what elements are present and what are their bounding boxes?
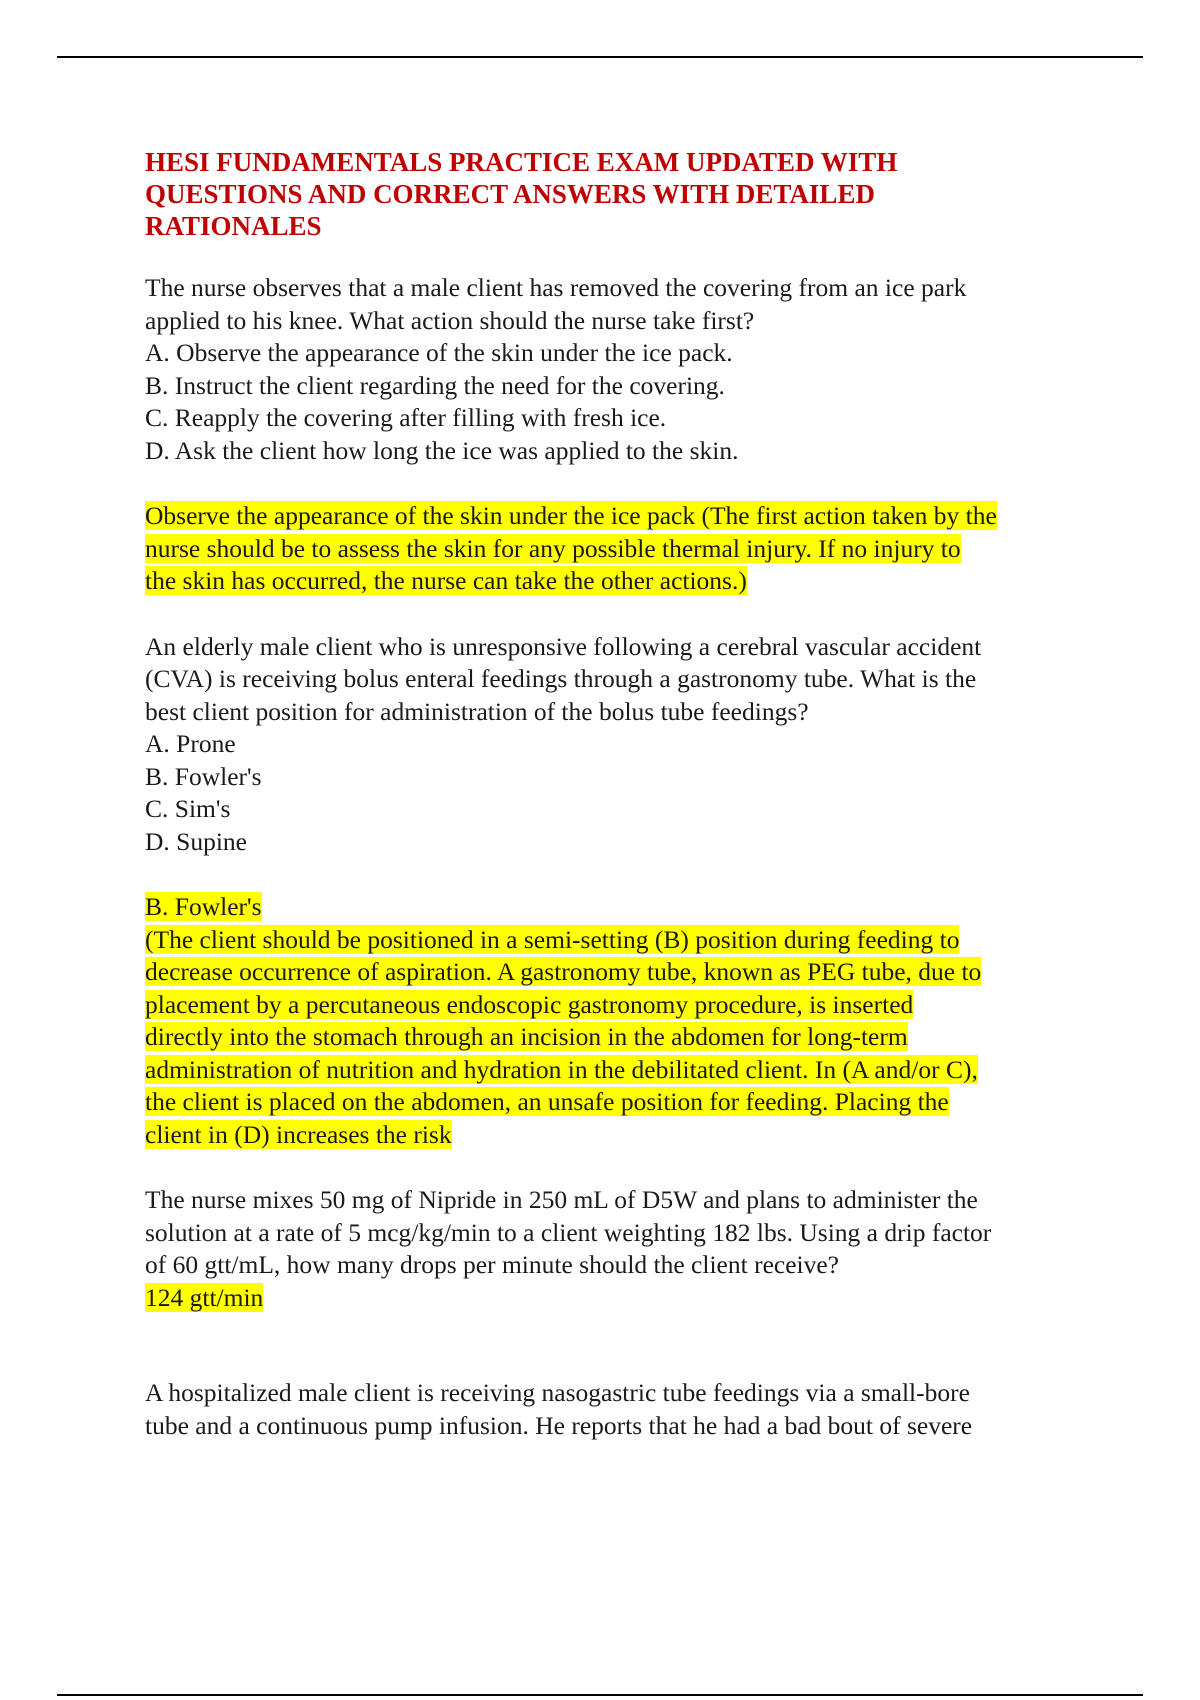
answer-line: the client is placed on the abdomen, an unsafe position for feeding. Placing the bbox=[145, 1087, 949, 1116]
question-stem-line: tube and a continuous pump infusion. He reports that he had a bad bout of severe bbox=[145, 1410, 973, 1440]
option-d: D. Ask the client how long the ice was applied to the skin. bbox=[145, 435, 739, 465]
title-line: QUESTIONS AND CORRECT ANSWERS WITH DETAILED bbox=[145, 179, 875, 209]
question-3 bbox=[145, 1184, 1095, 1314]
question-stem-line: (CVA) is receiving bolus enteral feedings through a gastronomy tube. What is the bbox=[145, 664, 977, 693]
title-line: RATIONALES bbox=[145, 211, 322, 241]
question-stem-line: A hospitalized male client is receiving nasogastric tube feedings via a small-bore bbox=[145, 1378, 970, 1407]
option-d: D. Supine bbox=[145, 826, 247, 856]
document-title bbox=[145, 146, 1095, 242]
option-b: B. Instruct the client regarding the need for the covering. bbox=[145, 370, 725, 400]
answer-line: the skin has occurred, the nurse can take the other actions.) bbox=[145, 566, 747, 595]
option-a: A. Observe the appearance of the skin under the ice pack. bbox=[145, 338, 733, 367]
question-stem-line: solution at a rate of 5 mcg/kg/min to a client weighting 182 lbs. Using a drip factor bbox=[145, 1217, 992, 1247]
answer-1-highlight bbox=[145, 500, 1095, 598]
title-line: HESI FUNDAMENTALS PRACTICE EXAM UPDATED WITH bbox=[145, 147, 898, 177]
answer-line: administration of nutrition and hydration in the debilitated client. In (A and/or C), bbox=[145, 1054, 978, 1084]
answer-line: client in (D) increases the risk bbox=[145, 1119, 452, 1149]
option-b: B. Fowler's bbox=[145, 761, 262, 791]
question-stem-line: The nurse mixes 50 mg of Nipride in 250 mL of D5W and plans to administer the bbox=[145, 1185, 978, 1214]
answer-line: nurse should be to assess the skin for any possible thermal injury. If no injury to bbox=[145, 533, 961, 563]
question-stem-line: The nurse observes that a male client has removed the covering from an ice park bbox=[145, 273, 967, 302]
document-body bbox=[145, 146, 1095, 1442]
question-stem-line: best client position for administration of the bolus tube feedings? bbox=[145, 696, 809, 726]
answer-3-highlight: 124 gtt/min bbox=[145, 1282, 264, 1312]
answer-line: placement by a percutaneous endoscopic gastronomy procedure, is inserted bbox=[145, 989, 914, 1019]
option-a: A. Prone bbox=[145, 729, 236, 758]
answer-line: B. Fowler's bbox=[145, 892, 262, 921]
answer-line: directly into the stomach through an incision in the abdomen for long-term bbox=[145, 1022, 908, 1051]
question-2 bbox=[145, 631, 1095, 859]
answer-line: decrease occurrence of aspiration. A gastronomy tube, known as PEG tube, due to bbox=[145, 957, 982, 986]
option-c: C. Sim's bbox=[145, 794, 231, 823]
question-stem-line: applied to his knee. What action should the nurse take first? bbox=[145, 305, 755, 335]
footer-rule bbox=[57, 1694, 1143, 1696]
question-stem-line: An elderly male client who is unresponsive following a cerebral vascular accident bbox=[145, 631, 982, 661]
question-1 bbox=[145, 272, 1095, 467]
answer-2-highlight bbox=[145, 891, 1095, 1151]
option-c: C. Reapply the covering after filling with fresh ice. bbox=[145, 403, 667, 432]
question-4 bbox=[145, 1377, 1095, 1442]
answer-line: (The client should be positioned in a semi-setting (B) position during feeding to bbox=[145, 924, 960, 954]
header-rule bbox=[57, 56, 1143, 58]
question-stem-line: of 60 gtt/mL, how many drops per minute should the client receive? bbox=[145, 1250, 839, 1279]
answer-line: Observe the appearance of the skin under the ice pack (The first action taken by the bbox=[145, 501, 997, 530]
